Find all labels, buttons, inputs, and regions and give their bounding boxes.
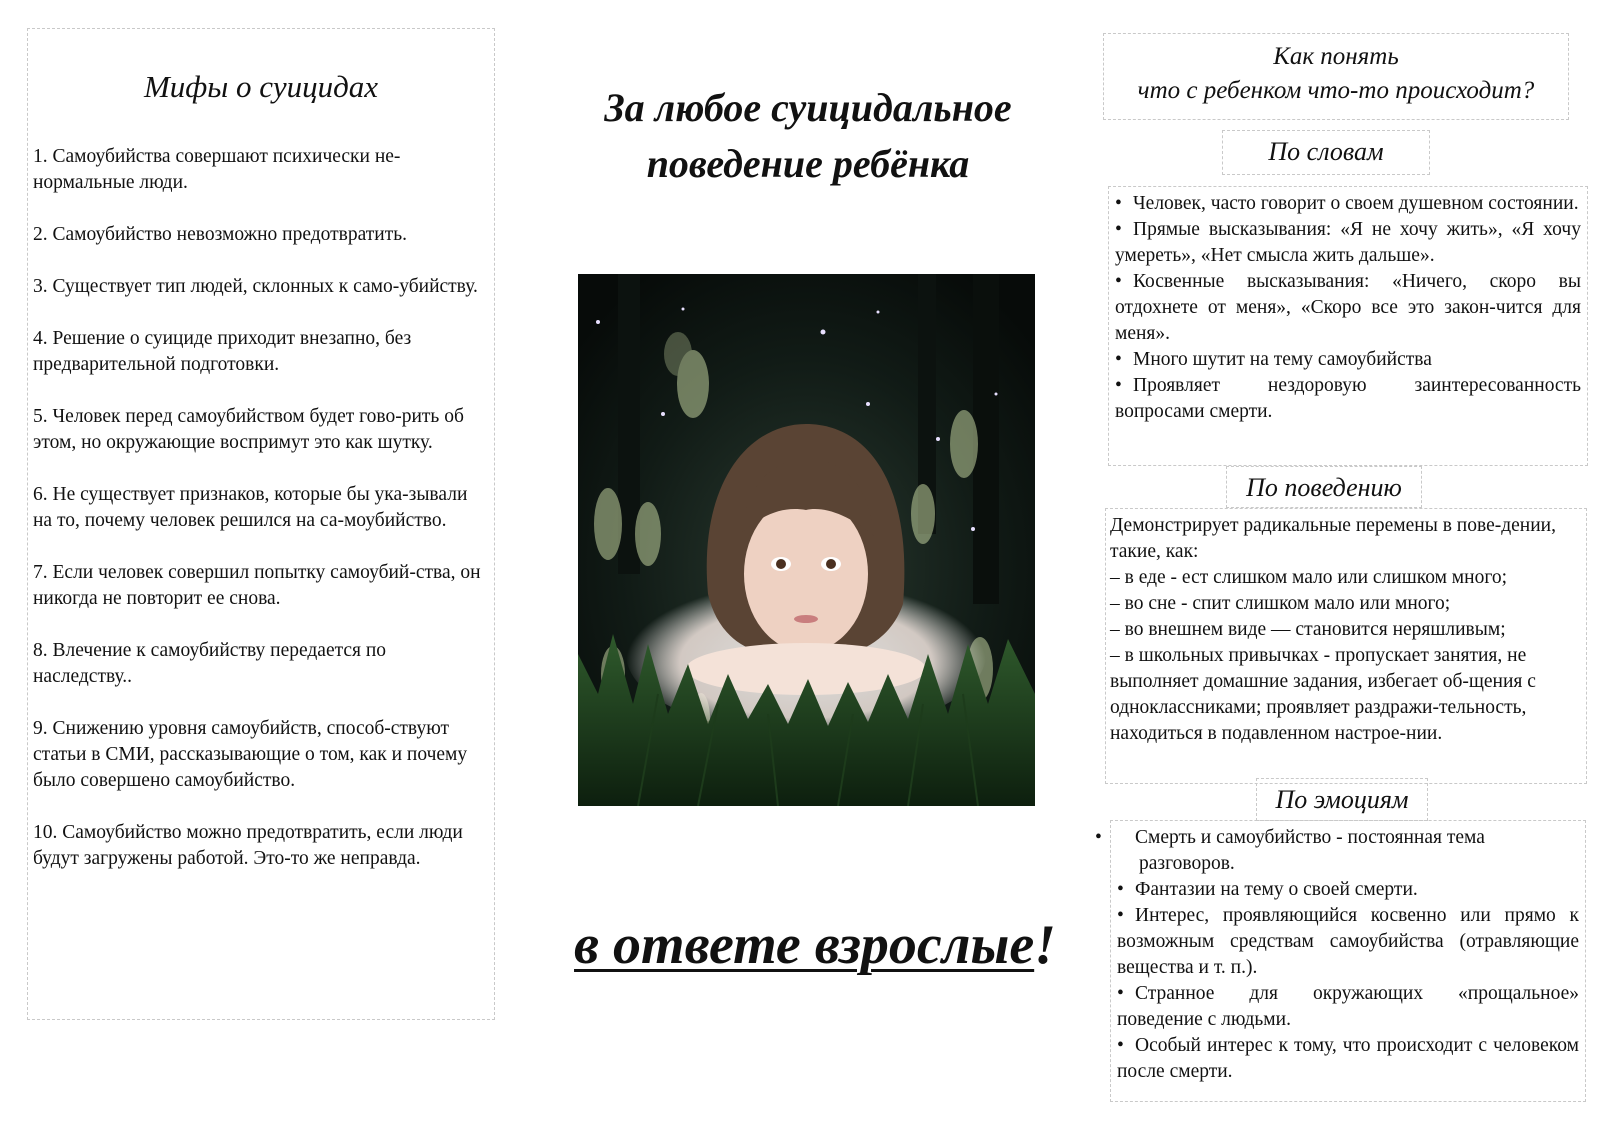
myths-panel <box>27 28 495 1020</box>
myth-item: 7. Если человек совершил попытку самоубий-ства, он никогда не повторит ее снова. <box>33 562 481 609</box>
myth-item: 5. Человек перед самоубийством будет гово-рить об этом, но окружающие воспримут это как шутку. <box>33 406 464 453</box>
list-item: – во внешнем виде — становится неряшливым; <box>1110 619 1506 640</box>
bullet: • <box>1115 193 1122 214</box>
emotions-section <box>1095 820 1586 1102</box>
behavior-section <box>1105 508 1587 784</box>
myths-title: Мифы о суицидах <box>143 69 379 104</box>
list-item: • Много шутит на тему самоубийства <box>1115 347 1581 373</box>
list-item: • Фантазии на тему о своей смерти. <box>1117 877 1579 903</box>
myth-item: 2. Самоубийство невозможно предотвратить. <box>33 224 408 245</box>
myth-item: 9. Снижению уровня самоубийств, способ-ствуют статьи в СМИ, рассказывающие о том, как и почему было совершено самоубийство. <box>33 718 468 791</box>
bullet: • <box>1115 219 1122 240</box>
words-section <box>1108 186 1588 466</box>
list-item: – во сне - спит слишком мало или много; <box>1110 593 1451 614</box>
bullet: • <box>1115 375 1122 396</box>
behavior-section-label: По поведению <box>1226 466 1422 508</box>
slogan-text: в ответе взрослые <box>574 914 1035 976</box>
list-item: • Прямые высказывания: «Я не хочу жить», «Я хочу умереть», «Нет смысла жить дальше». <box>1115 219 1581 266</box>
myth-item: 6. Не существует признаков, которые бы ука-зывали на то, почему человек решился на са-моубийство. <box>33 484 468 531</box>
how-to-understand-box <box>1103 33 1569 120</box>
bottom-slogan <box>555 910 1075 980</box>
myth-item: 10. Самоубийство можно предотвратить, если люди будут загружены работой. Это-то же неправда. <box>33 822 463 869</box>
center-title <box>548 80 1068 192</box>
child-photo <box>578 274 1035 806</box>
slogan-mark: ! <box>1034 914 1056 976</box>
words-section-label: По словам <box>1222 130 1430 175</box>
list-item: • Интерес, проявляющийся косвенно или прямо к возможным средствам самоубийства (отравляющие вещества и т. п.). <box>1117 905 1579 978</box>
myth-item: 3. Существует тип людей, склонных к само-убийству. <box>33 276 478 297</box>
emotions-section-label: По эмоциям <box>1256 778 1428 821</box>
list-item: – в еде - ест слишком мало или слишком много; <box>1110 567 1508 588</box>
list-item: • Смерть и самоубийство - постоянная тема разговоров. <box>1095 827 1485 874</box>
bullet: • <box>1117 983 1124 1004</box>
bullet: • <box>1115 349 1122 370</box>
bullet: • <box>1117 1035 1124 1056</box>
list-item: • Странное для окружающих «прощальное» поведение с людьми. <box>1117 983 1579 1030</box>
myth-item: 1. Самоубийства совершают психически не-нормальные люди. <box>33 146 401 193</box>
bullet: • <box>1115 271 1122 292</box>
list-item: • Особый интерес к тому, что происходит с человеком после смерти. <box>1117 1035 1579 1082</box>
list-item: • Человек, часто говорит о своем душевном состоянии. <box>1115 191 1581 217</box>
list-item: – в школьных привычках - пропускает занятия, не выполняет домашние задания, избегает об-щения с одноклассниками; проявляет раздражи-тельность, находиться в подавленном настрое-нии. <box>1110 645 1536 744</box>
myth-item: 8. Влечение к самоубийству передается по наследству.. <box>33 640 387 687</box>
bullet: • <box>1095 827 1102 848</box>
list-item: • Косвенные высказывания: «Ничего, скоро вы отдохнете от меня», «Скоро все это закон-чится для меня». <box>1115 271 1581 344</box>
how-title-line2: что с ребенком что-то происходит? <box>1137 77 1535 104</box>
myth-item: 4. Решение о суициде приходит внезапно, без предварительной подготовки. <box>33 328 412 375</box>
behavior-intro: Демонстрирует радикальные перемены в пове-дении, такие, как: <box>1110 515 1556 562</box>
center-title-line2: поведение ребёнка <box>646 141 970 186</box>
myths-list <box>33 144 486 898</box>
center-title-line1: За любое суицидальное <box>604 85 1012 130</box>
bullet: • <box>1117 905 1124 926</box>
how-title-line1: Как понять <box>1273 43 1399 70</box>
bullet: • <box>1117 879 1124 900</box>
child-illustration <box>578 274 1035 806</box>
list-item: • Проявляет нездоровую заинтересованность вопросами смерти. <box>1115 375 1581 422</box>
